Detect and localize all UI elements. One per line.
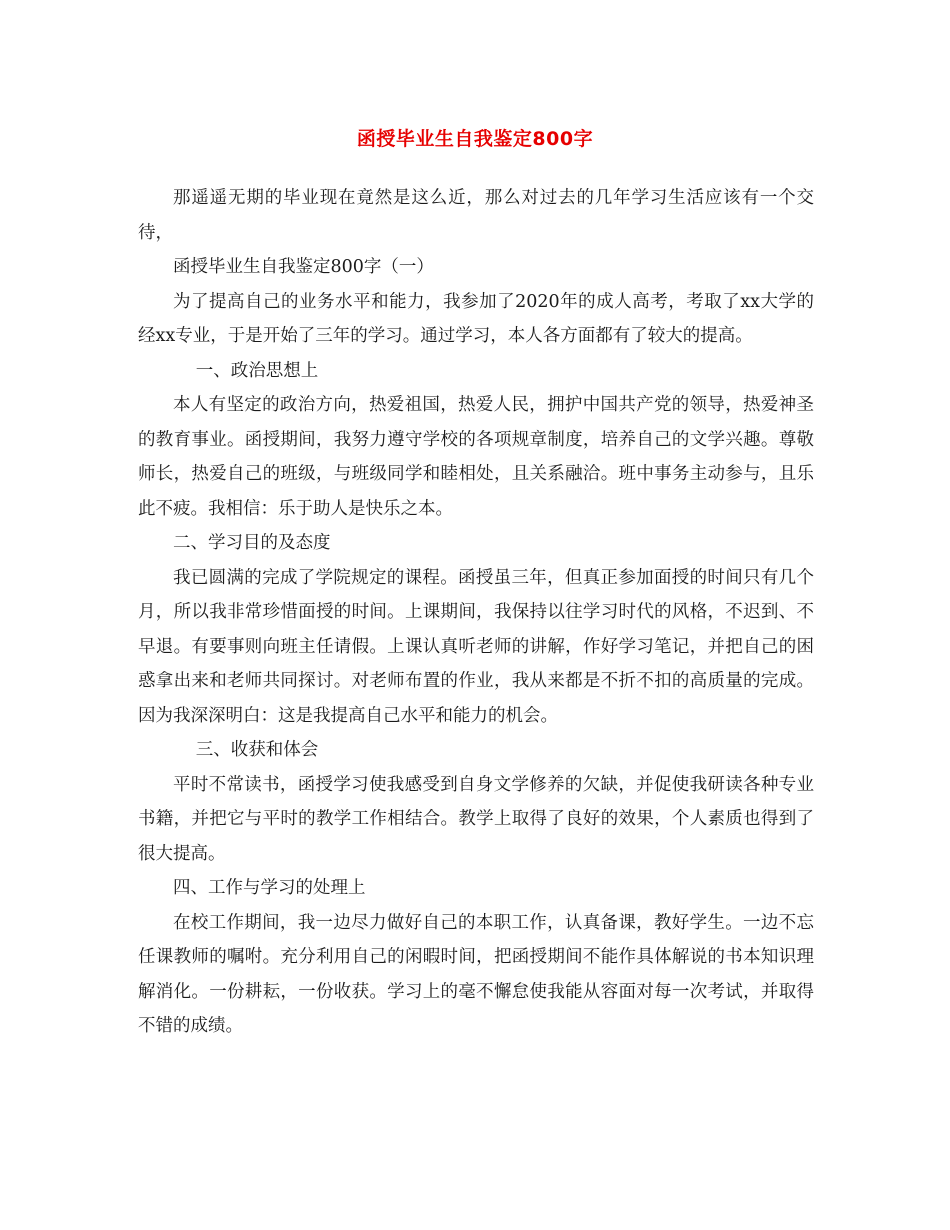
section-heading: 三、收获和体会 [195,740,319,760]
section-heading: 二、学习目的及态度 [173,533,331,553]
body-paragraph: 我已圆满的完成了学院规定的课程。函授虽三年，但真正参加面授的时间只有几个月，所以我非常珍惜面授的时间。上课期间，我保持以往学习时代的风格，不迟到、不早退。有要事则向班主任请假。上课认真听老师的讲解，作好学习笔记，并把自己的困惑拿出来和老师共同探讨。对老师布置的作业，我从来都是不折不扣的高质量的完成。因为我深深明白：这是我提高自己水平和能力的机会。 [138,567,814,726]
document-title: 函授毕业生自我鉴定800字 [356,128,594,150]
section-heading: 一、政治思想上 [195,360,319,381]
section-subtitle: 函授毕业生自我鉴定800字（一） [173,257,434,277]
document-body [138,181,814,1044]
body-paragraph: 为了提高自己的业务水平和能力，我参加了2020年的成人高考，考取了xx大学的经xx专业，于是开始了三年的学习。通过学习，本人各方面都有了较大的提高。 [138,291,814,346]
body-paragraph: 本人有坚定的政治方向，热爱祖国，热爱人民，拥护中国共产党的领导，热爱神圣的教育事业。函授期间，我努力遵守学校的各项规章制度，培养自己的文学兴趣。尊敬师长，热爱自己的班级，与班级同学和睦相处，且关系融洽。班中事务主动参与，且乐此不疲。我相信：乐于助人是快乐之本。 [138,395,814,519]
body-paragraph: 平时不常读书，函授学习使我感受到自身文学修养的欠缺，并促使我研读各种专业书籍，并把它与平时的教学工作相结合。教学上取得了良好的效果，个人素质也得到了很大提高。 [138,774,814,864]
body-paragraph: 在校工作期间，我一边尽力做好自己的本职工作，认真备课，教好学生。一边不忘任课教师的嘱咐。充分利用自己的闲暇时间，把函授期间不能作具体解说的书本知识理解消化。一份耕耘，一份收获。学习上的毫不懈怠使我能从容面对每一次考试，并取得不错的成绩。 [138,912,814,1036]
intro-paragraph: 那遥遥无期的毕业现在竟然是这么近，那么对过去的几年学习生活应该有一个交待， [138,188,814,243]
section-heading: 四、工作与学习的处理上 [173,878,366,898]
